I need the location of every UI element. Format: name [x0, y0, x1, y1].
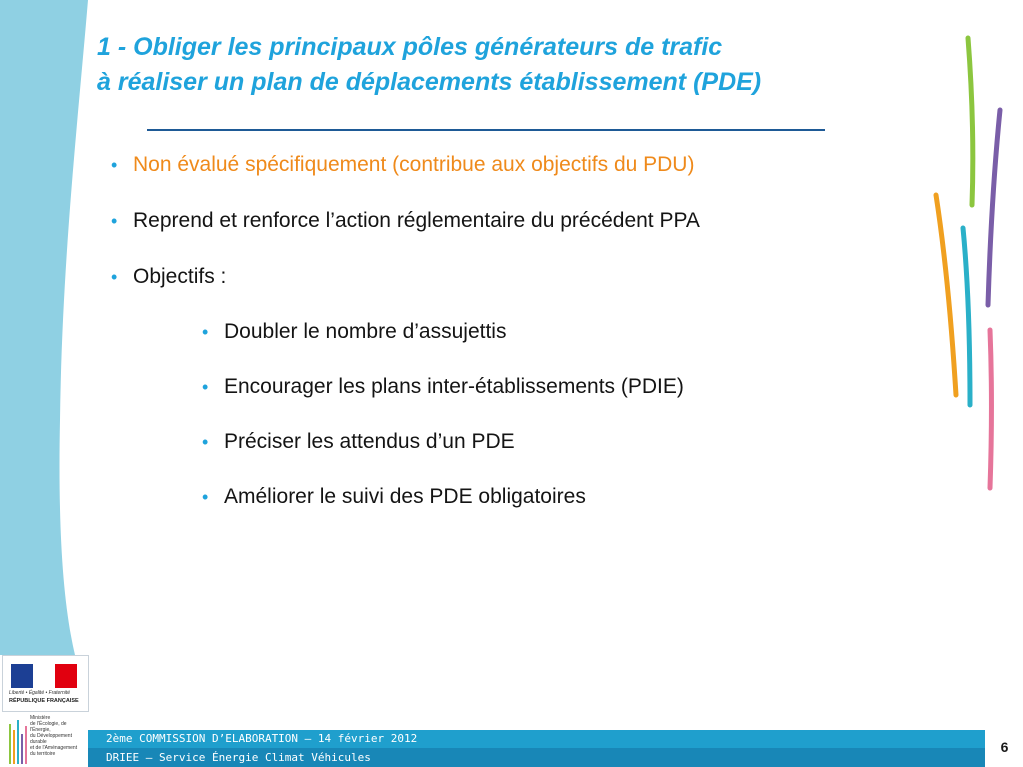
bullet-dot: • [202, 487, 209, 507]
logo-motto: Liberté • Égalité • Fraternité [9, 690, 71, 696]
logo-republic: RÉPUBLIQUE FRANÇAISE [9, 698, 79, 704]
bullet-dot: • [111, 267, 118, 287]
sub-bullet-text: Doubler le nombre d’assujettis [224, 320, 507, 343]
sub-bullet-item [202, 374, 684, 400]
footer-line-2: DRIEE – Service Énergie Climat Véhicules [106, 751, 371, 764]
ministry-name: Ministère de l'Écologie, de l'Énergie, du Développement durable et de l'Aménagement du territoire [30, 715, 78, 757]
bullet-dot: • [111, 155, 118, 175]
title-line-1: 1 - Obliger les principaux pôles générateurs de trafic [97, 33, 723, 61]
french-flag-icon [11, 664, 77, 688]
sub-bullet-item [202, 429, 515, 455]
sub-bullet-item [202, 484, 586, 510]
bullet-dot: • [202, 432, 209, 452]
bullet-dot: • [111, 211, 118, 231]
bullet-text: Objectifs : [133, 265, 227, 288]
bullet-dot: • [202, 322, 209, 342]
ministry-logo [2, 712, 87, 767]
sub-bullet-text: Encourager les plans inter-établissements (PDIE) [224, 375, 684, 398]
title-line-2: à réaliser un plan de déplacements établissement (PDE) [97, 68, 762, 96]
bullet-text: Reprend et renforce l’action réglementaire du précédent PPA [133, 209, 700, 232]
bullet-text: Non évalué spécifiquement (contribue aux objectifs du PDU) [133, 153, 695, 176]
bullet-item [111, 264, 227, 290]
ministry-mark-icon [6, 716, 28, 766]
bullet-dot: • [202, 377, 209, 397]
bullet-item [111, 152, 695, 178]
sub-bullet-text: Préciser les attendus d’un PDE [224, 430, 515, 453]
footer-line-1: 2ème COMMISSION D’ELABORATION – 14 février 2012 [106, 732, 418, 745]
bullet-item [111, 208, 700, 234]
sub-bullet-item [202, 319, 507, 345]
decorative-lines [920, 30, 1010, 500]
republique-francaise-logo [2, 655, 89, 712]
page-number: 6 [1000, 739, 1009, 755]
footer-bar-bottom [88, 748, 985, 767]
sub-bullet-text: Améliorer le suivi des PDE obligatoires [224, 485, 586, 508]
footer-bar-top [88, 730, 985, 748]
page-number-box [986, 730, 1023, 767]
